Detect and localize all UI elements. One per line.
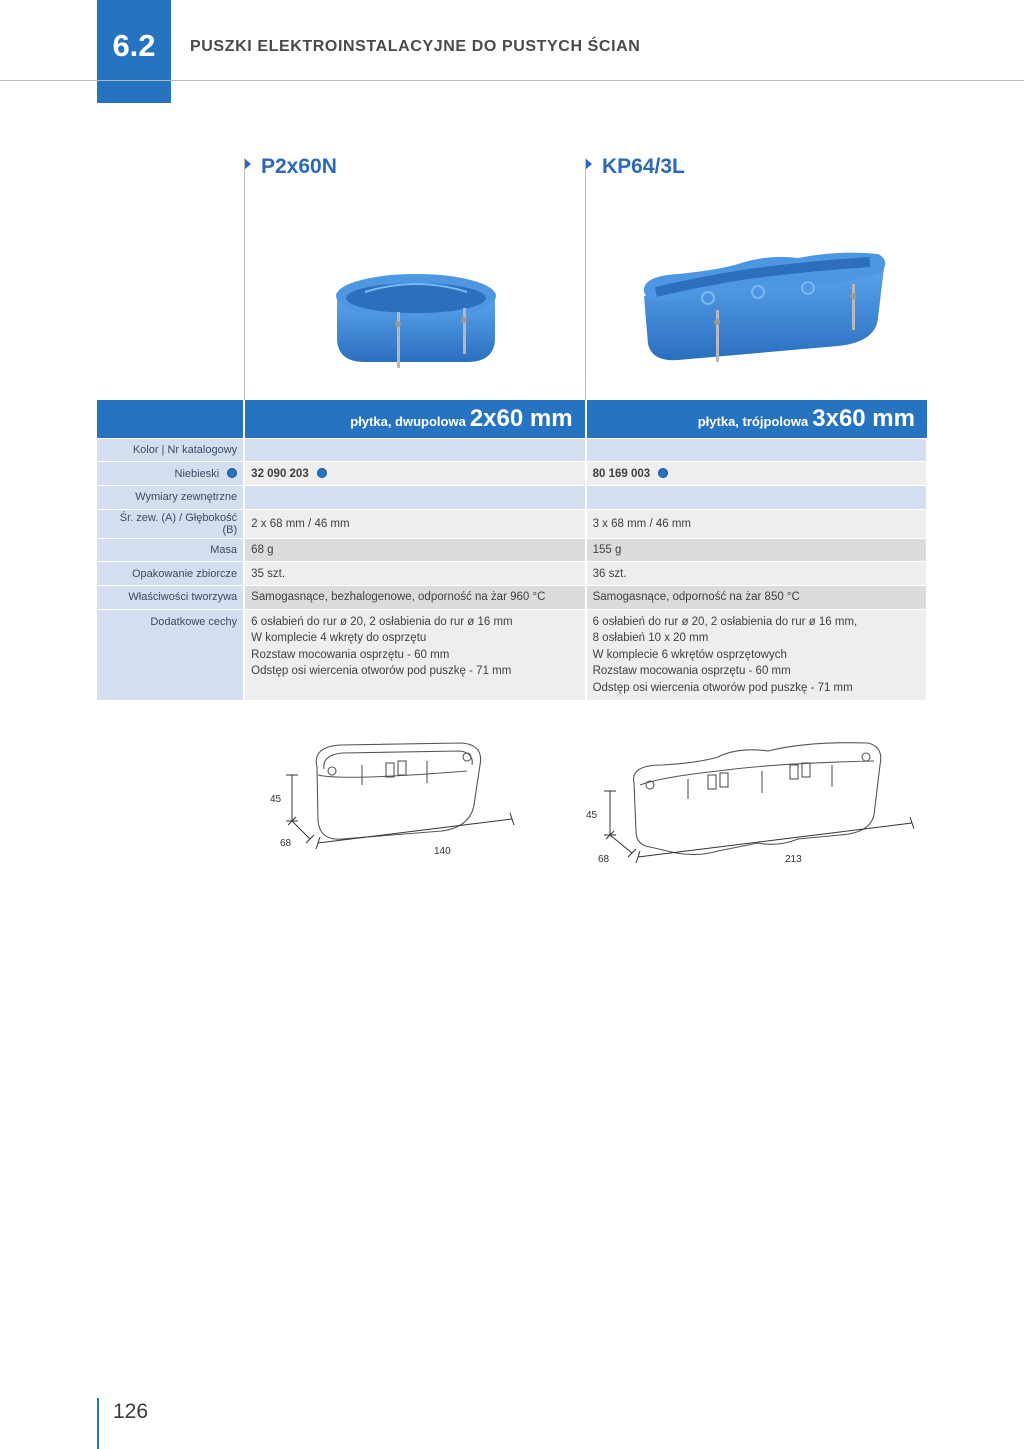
label-material: Właściwości tworzywa [97, 585, 244, 609]
specification-table [97, 400, 928, 701]
page-header-title: PUSZKI ELEKTROINSTALACYJNE DO PUSTYCH ŚCIAN [190, 38, 641, 55]
catalog-number-2: 80 169 003 [586, 462, 927, 486]
table-row [97, 509, 927, 538]
arrow-right-icon [585, 158, 592, 170]
table-header-row [97, 400, 927, 438]
table-row [97, 562, 927, 586]
label-mass: Masa [97, 538, 244, 562]
packaging-1: 35 szt. [244, 562, 585, 586]
drawing-length-label: 140 [434, 846, 451, 857]
blue-color-dot-icon [317, 468, 327, 478]
material-1: Samogasnące, bezhalogenowe, odporność na żar 960 °C [244, 585, 585, 609]
section-number: 6.2 [112, 28, 156, 63]
header-divider [0, 80, 1024, 81]
table-row [97, 462, 927, 486]
page-number: 126 [113, 1400, 149, 1423]
section-badge [97, 0, 171, 103]
drawing-height-label: 45 [270, 794, 282, 805]
features-1: 6 osłabień do rur ø 20, 2 osłabienia do rur ø 16 mm W komplecie 4 wkręty do osprzętu Rozstaw mocowania osprzętu - 60 mm Odstęp osi wiercenia otworów pod puszkę - 71 mm [244, 609, 585, 701]
drawing-width-label: 68 [598, 854, 610, 865]
drawing-width-label: 68 [280, 838, 292, 849]
table-row [97, 538, 927, 562]
drawing-length-label: 213 [785, 854, 802, 865]
product-title-2 [585, 155, 685, 179]
header-product-1: płytka, dwupolowa 2x60 mm [244, 400, 585, 438]
product-photo-p2x60n [325, 258, 505, 370]
blue-color-dot-icon [227, 468, 237, 478]
packaging-2: 36 szt. [586, 562, 927, 586]
features-2: 6 osłabień do rur ø 20, 2 osłabienia do rur ø 16 mm, 8 osłabień 10 x 20 mm W komplecie 6 wkrętów osprzętowych Rozstaw mocowania osprzętu - 60 mm Odstęp osi wiercenia otworów pod puszkę - 71 mm [586, 609, 927, 701]
technical-drawing-kp64-3l [578, 735, 918, 880]
drawing-height-label: 45 [586, 810, 598, 821]
mass-1: 68 g [244, 538, 585, 562]
label-color: Niebieski [97, 462, 244, 486]
label-dimensions-group: Wymiary zewnętrzne [97, 485, 244, 509]
label-diameter-depth: Śr. zew. (A) / Głębokość (B) [97, 509, 244, 538]
catalog-number-1: 32 090 203 [244, 462, 585, 486]
product-name-1: P2x60N [261, 155, 337, 178]
table-row [97, 609, 927, 701]
product-photo-kp64-3l [638, 248, 890, 366]
mass-2: 155 g [586, 538, 927, 562]
label-features: Dodatkowe cechy [97, 609, 244, 701]
technical-drawing-p2x60n [262, 735, 532, 865]
dimensions-2: 3 x 68 mm / 46 mm [586, 509, 927, 538]
product-title-1 [244, 155, 337, 179]
label-color-catalog: Kolor | Nr katalogowy [97, 438, 244, 462]
label-packaging: Opakowanie zbiorcze [97, 562, 244, 586]
table-row [97, 485, 927, 509]
header-product-2: płytka, trójpolowa 3x60 mm [586, 400, 927, 438]
page-number-rule [97, 1398, 99, 1449]
arrow-right-icon [244, 158, 251, 170]
product-name-2: KP64/3L [602, 155, 685, 178]
dimensions-1: 2 x 68 mm / 46 mm [244, 509, 585, 538]
table-row [97, 585, 927, 609]
blue-color-dot-icon [658, 468, 668, 478]
table-row [97, 438, 927, 462]
material-2: Samogasnące, odporność na żar 850 °C [586, 585, 927, 609]
